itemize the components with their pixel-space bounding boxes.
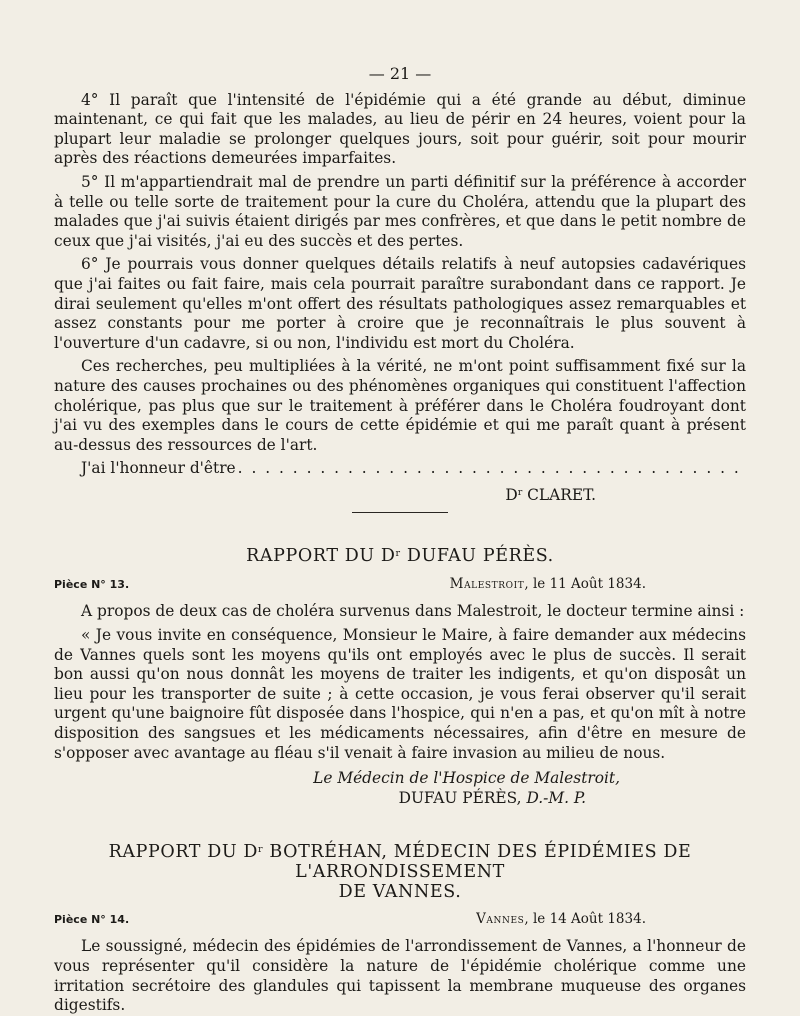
report-heading-botrehan: RAPPORT DU $D^r$ BOTRÉHAN, MÉDECIN DES ÉPIDÉMIES DE L'ARRONDISSEMENT DE VANNES. xyxy=(108,842,692,903)
signature-name: DUFAU PÉRÈS, D.-M. P. xyxy=(398,788,586,807)
report-2-paragraph: Le soussigné, médecin des épidémies de l'arrondissement de Vannes, a l'honneur de vous représenter qu'il considère la nature de l'épidémie cholérique comme une irritation secrétoire des glandules qui tapissent la membrane muqueuse des organes digestifs. xyxy=(54,937,746,1015)
closing-line xyxy=(54,459,746,479)
signature-title: Le Médecin de l'Hospice de Malestroit, xyxy=(313,769,620,788)
section-divider xyxy=(352,512,448,513)
dot-leaders xyxy=(238,459,746,479)
piece-line-14 xyxy=(54,911,746,927)
signature-claret: $D^r$ CLARET. xyxy=(505,485,596,504)
report-1-intro: A propos de deux cas de choléra survenus dans Malestroit, le docteur termine ainsi : xyxy=(81,602,745,621)
report-heading-dufau: RAPPORT DU $D^r$ DUFAU PÉRÈS. xyxy=(246,546,554,567)
piece-line-13 xyxy=(54,576,746,592)
report-1-quote: « Je vous invite en conséquence, Monsieur le Maire, à faire demander aux médecins de Vannes quels sont les moyens qu'ils ont employés avec le plus de succès. Il serait bon aussi qu'on nous donnât les moyens de traiter les indigents, et qu'on disposât un lieu pour les transporter de suite ; à cette occasion, je vous ferai observer qu'il serait urgent qu'une baignoire fût disposée dans l'hospice, qui n'en a pas, et qu'on mît à notre disposition des sangsues et les médicaments nécessaires, afin d'être en mesure de s'opposer avec avantage au fléau s'il venait à faire invasion au milieu de nous. xyxy=(54,626,746,762)
closing-phrase: J'ai l'honneur d'être xyxy=(81,459,236,478)
piece-number: Pièce N° 14. xyxy=(54,913,130,927)
place-date: Malestroit, le 11 Août 1834. xyxy=(449,576,646,593)
piece-number: Pièce N° 13. xyxy=(54,578,130,592)
page-number: — 21 — xyxy=(368,64,432,83)
paragraph-recherches: Ces recherches, peu multipliées à la vérité, ne m'ont point suffisamment fixé sur la nature des causes prochaines ou des phénomènes organiques qui constituent l'affection cholérique, pas plus que sur le traitement à préférer dans le Choléra foudroyant dont j'ai vu des exemples dans le cours de cette épidémie et qui me paraît quant à présent au-dessus des ressources de l'art. xyxy=(54,357,746,454)
paragraph-4: 4° Il paraît que l'intensité de l'épidémie qui a été grande au début, diminue maintenant, ce qui fait que les malades, au lieu de périr en 24 heures, voient pour la plupart leur maladie se prolonger quelques jours, soit pour guérir, soit pour mourir après des réactions demeurées imparfaites. xyxy=(54,90,746,168)
place-date: Vannes, le 14 Août 1834. xyxy=(476,911,646,928)
signature-dufau xyxy=(54,769,746,808)
paragraph-5: 5° Il m'appartiendrait mal de prendre un parti définitif sur la préférence à accorder à telle ou telle sorte de traitement pour la cure du Choléra, attendu que la plupart des malades que j'ai suivis étaient dirigés par mes confrères, et que dans le petit nombre de ceux que j'ai visités, j'ai eu des succès et des pertes. xyxy=(54,172,746,250)
paragraph-6: 6° Je pourrais vous donner quelques détails relatifs à neuf autopsies cadavériques que j'ai faites ou fait faire, mais cela pourrait paraître surabondant dans ce rapport. Je dirai seulement qu'elles m'ont offert des résultats pathologiques assez remarquables et assez constants pour me porter à croire que je reconnaîtrais le plus souvent à l'ouverture d'un cadavre, si ou non, l'individu est mort du Choléra. xyxy=(54,255,746,352)
